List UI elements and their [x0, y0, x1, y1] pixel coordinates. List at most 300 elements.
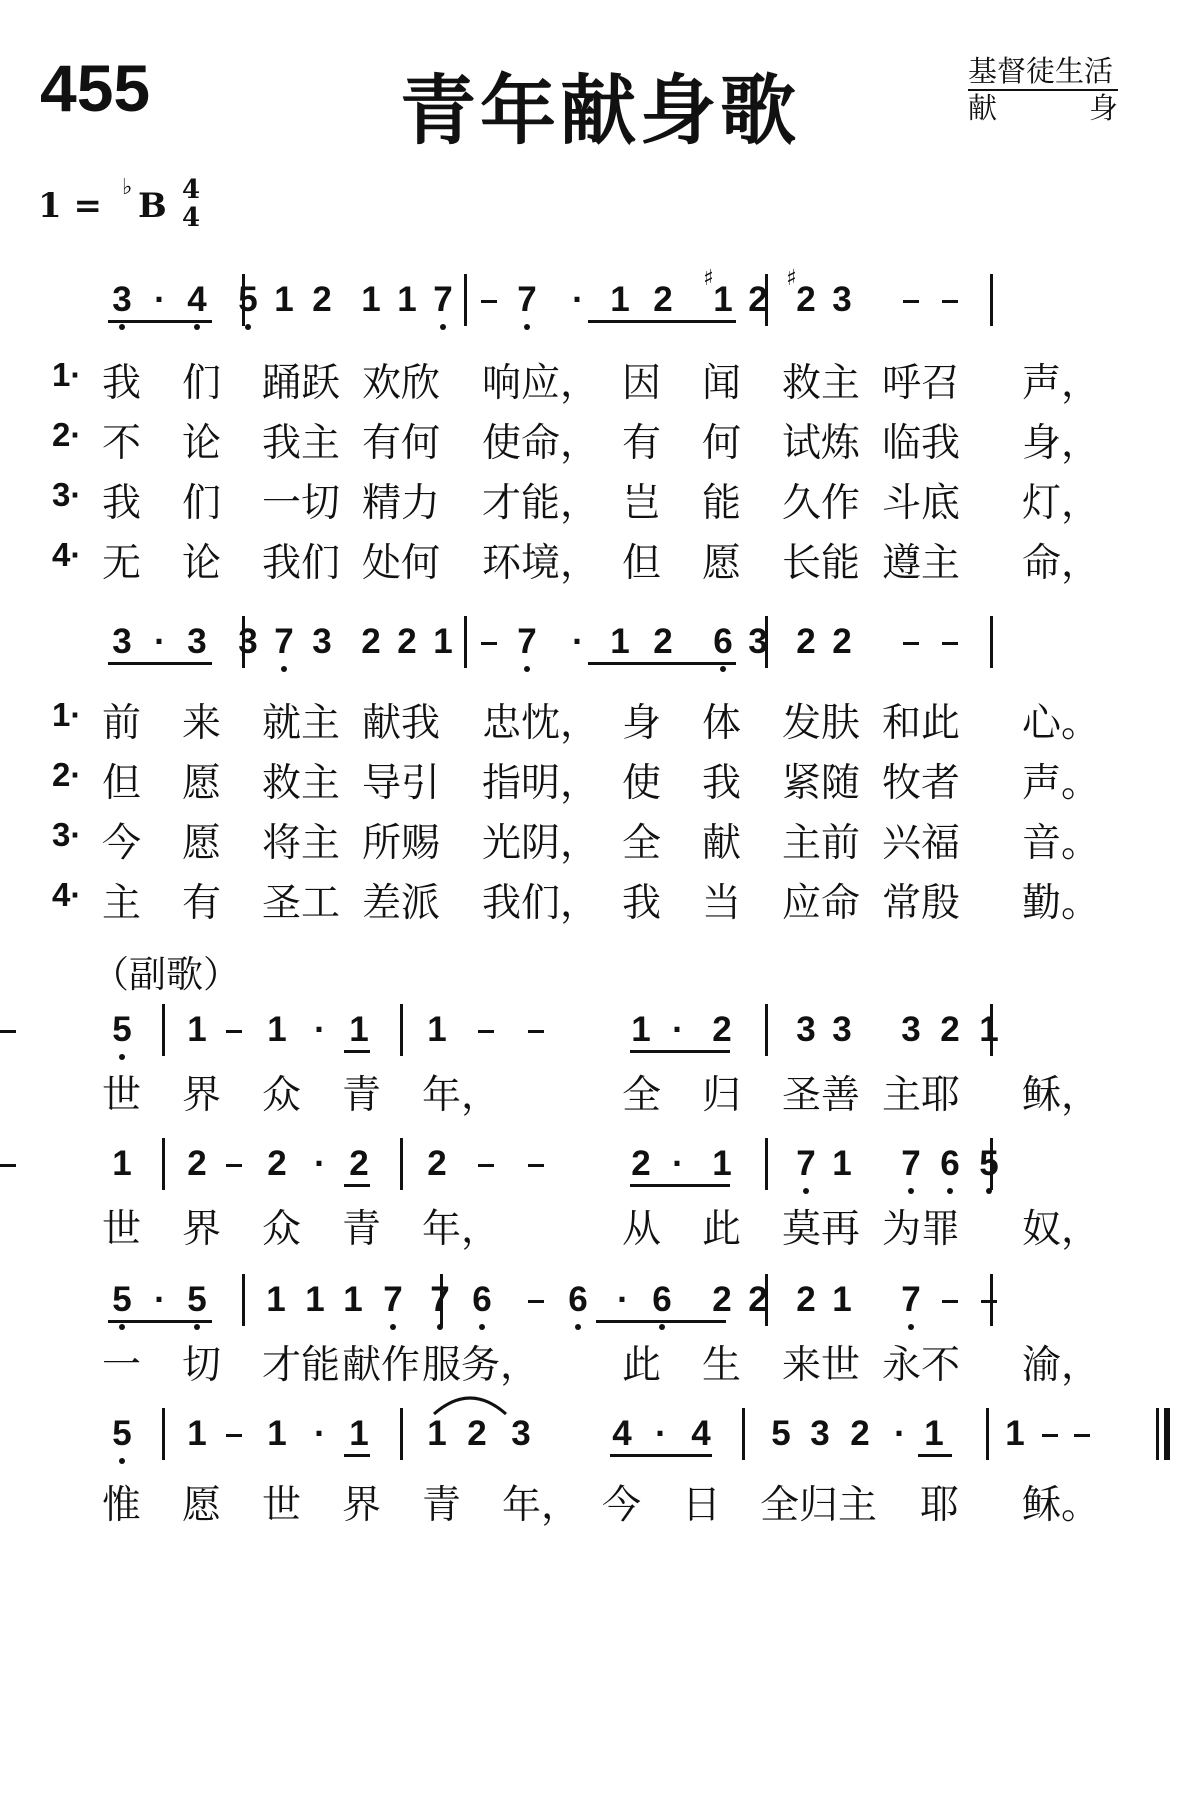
bar-line [242, 1274, 245, 1326]
lyric-syllable: 有 [622, 421, 662, 466]
lyric-syllable: 声。 [1022, 761, 1101, 806]
note: 1 [267, 1414, 287, 1453]
extension-dash [226, 1030, 242, 1033]
extension-dash [942, 642, 958, 645]
lyric-syllable: 来 [182, 701, 222, 746]
lyric-syllable: 处何 [362, 541, 441, 586]
note: 2 [397, 622, 417, 661]
lyric-syllable: 耶 [920, 1483, 960, 1528]
note: 1 [832, 1144, 852, 1183]
lyric-syllable: 呼召 [882, 361, 961, 406]
note: 6 [652, 1280, 672, 1319]
extension-dash [903, 642, 919, 645]
note: 7 [433, 280, 453, 319]
lyric-syllable: 前 [102, 701, 142, 746]
lyric-syllable: 我 [102, 361, 142, 406]
beam-underline [630, 1050, 730, 1053]
note: 1 [610, 622, 630, 661]
lyric-syllable: 莫再 [782, 1207, 861, 1252]
beam-underline [918, 1454, 952, 1457]
note: 2 [361, 622, 381, 661]
bar-line [990, 274, 993, 326]
lyric-syllable: 因 [622, 361, 662, 406]
lyric-syllable: 全 [622, 821, 662, 866]
lyric-syllable: 年， [422, 1207, 501, 1252]
note: 3 [238, 622, 258, 661]
time-top: 4 [182, 175, 201, 205]
verse-number: 3· [52, 816, 82, 853]
low-octave-dot [908, 1324, 914, 1330]
note: 1 [713, 280, 733, 319]
extension-dash [478, 1030, 494, 1033]
verse-number: 2· [52, 416, 82, 453]
low-octave-dot [479, 1324, 485, 1330]
note: 2 [796, 622, 816, 661]
lyric-syllable: 差派 [362, 881, 441, 926]
low-octave-dot [908, 1188, 914, 1194]
beam-underline [344, 1454, 370, 1457]
lyric-syllable: 众 [262, 1207, 302, 1252]
category [968, 54, 1118, 125]
note: 2 [832, 622, 852, 661]
note: 2 [712, 1010, 732, 1049]
note: 1 [266, 1280, 286, 1319]
bar-line [400, 1408, 403, 1460]
lyric-syllable: 有何 [362, 421, 441, 466]
low-octave-dot [986, 1188, 992, 1194]
lyric-syllable: 但 [102, 761, 142, 806]
note: 2 [653, 622, 673, 661]
note: 2 [312, 280, 332, 319]
lyric-syllable: 岂 [622, 481, 662, 526]
low-octave-dot [194, 324, 200, 330]
lyric-syllable: 体 [702, 701, 742, 746]
augmentation-dot: · [314, 1414, 326, 1453]
extension-dash [226, 1164, 242, 1167]
lyric-syllable: 界 [342, 1483, 382, 1528]
note: 2 [796, 280, 816, 319]
note: 5 [771, 1414, 791, 1453]
lyric-syllable: 主前 [782, 821, 861, 866]
lyric-syllable: 稣， [1022, 1073, 1101, 1118]
extension-dash [481, 300, 497, 303]
extension-dash [478, 1164, 494, 1167]
verse-number: 2· [52, 756, 82, 793]
note: 1 [427, 1414, 447, 1453]
lyric-syllable: 献 [702, 821, 742, 866]
bar-line [990, 616, 993, 668]
low-octave-dot [524, 324, 530, 330]
lyric-syllable: 献我 [362, 701, 441, 746]
lyric-syllable: 圣善 [782, 1073, 861, 1118]
note: 1 [1005, 1414, 1025, 1453]
note: 2 [427, 1144, 447, 1183]
note: 1 [349, 1010, 369, 1049]
augmentation-dot: · [154, 1280, 166, 1319]
note: 1 [274, 280, 294, 319]
slur [430, 1388, 510, 1418]
beam-underline [108, 662, 212, 665]
lyric-syllable: 世 [102, 1073, 142, 1118]
lyric-syllable: 无 [102, 541, 142, 586]
low-octave-dot [440, 324, 446, 330]
low-octave-dot [119, 1054, 125, 1060]
lyric-syllable: 忠忱， [482, 701, 600, 746]
beam-underline [596, 1320, 726, 1323]
extension-dash [942, 1300, 958, 1303]
low-octave-dot [119, 324, 125, 330]
lyric-syllable: 导引 [362, 761, 441, 806]
lyric-syllable: 身 [622, 701, 662, 746]
lyric-syllable: 我们， [482, 881, 600, 926]
lyric-syllable: 使命， [482, 421, 600, 466]
low-octave-dot [947, 1188, 953, 1194]
note: 7 [901, 1144, 921, 1183]
lyric-syllable: 响应， [482, 361, 600, 406]
bar-line [765, 1138, 768, 1190]
low-octave-dot [119, 1324, 125, 1330]
lyric-syllable: 年， [502, 1483, 581, 1528]
flat-sign: ♭ [122, 174, 133, 200]
note: 6 [940, 1144, 960, 1183]
final-bar-thick [1164, 1408, 1170, 1460]
low-octave-dot [119, 1458, 125, 1464]
verse-number: 1· [52, 696, 82, 733]
bar-line [986, 1408, 989, 1460]
extension-dash [1042, 1434, 1058, 1437]
note: 7 [383, 1280, 403, 1319]
note: 4 [612, 1414, 632, 1453]
lyric-syllable: 闻 [702, 361, 742, 406]
beam-underline [108, 1320, 212, 1323]
lyric-syllable: 日 [682, 1483, 722, 1528]
lyric-syllable: 声， [1022, 361, 1101, 406]
note: 6 [713, 622, 733, 661]
category-sub [968, 91, 1118, 125]
low-octave-dot [575, 1324, 581, 1330]
lyric-syllable: 我 [622, 881, 662, 926]
note: 1 [924, 1414, 944, 1453]
note: 1 [610, 280, 630, 319]
lyric-syllable: 青 [342, 1207, 382, 1252]
lyric-syllable: 我 [102, 481, 142, 526]
lyric-syllable: 兴福 [882, 821, 961, 866]
lyric-syllable: 全 [622, 1073, 662, 1118]
beam-underline [610, 1454, 712, 1457]
low-octave-dot [390, 1324, 396, 1330]
key-prefix: 1 = [38, 186, 102, 226]
lyric-syllable: 有 [182, 881, 222, 926]
lyric-syllable: 奴， [1022, 1207, 1101, 1252]
note: 1 [349, 1414, 369, 1453]
augmentation-dot: · [894, 1414, 906, 1453]
lyric-syllable: 紧随 [782, 761, 861, 806]
note: 3 [810, 1414, 830, 1453]
note: 3 [748, 622, 768, 661]
note: 3 [832, 280, 852, 319]
lyric-syllable: 今 [102, 821, 142, 866]
note: 6 [568, 1280, 588, 1319]
bar-line [464, 616, 467, 668]
bar-line [162, 1004, 165, 1056]
extension-dash [1074, 1434, 1090, 1437]
note: 1 [305, 1280, 325, 1319]
lyric-syllable: 界 [182, 1207, 222, 1252]
category-sub-1: 献 [968, 91, 998, 125]
lyric-syllable: 和此 [882, 701, 961, 746]
key-note: B [138, 186, 167, 226]
lyric-syllable: 指明， [482, 761, 600, 806]
note: 2 [940, 1010, 960, 1049]
note: 3 [112, 280, 132, 319]
lyric-syllable: 命， [1022, 541, 1101, 586]
note: 3 [901, 1010, 921, 1049]
augmentation-dot: · [572, 622, 584, 661]
lyric-syllable: 圣工 [262, 881, 341, 926]
lyric-syllable: 今 [602, 1483, 642, 1528]
note: 2 [850, 1414, 870, 1453]
note: 2 [631, 1144, 651, 1183]
note: 1 [712, 1144, 732, 1183]
note: 3 [832, 1010, 852, 1049]
note: 5 [112, 1414, 132, 1453]
lyric-syllable: 使 [622, 761, 662, 806]
lyric-syllable: 惟 [102, 1483, 142, 1528]
note: 7 [901, 1280, 921, 1319]
note: 6 [472, 1280, 492, 1319]
extension-dash [903, 300, 919, 303]
note: 3 [312, 622, 332, 661]
lyric-syllable: 此 [702, 1207, 742, 1252]
note: 2 [653, 280, 673, 319]
lyric-syllable: 踊跃 [262, 361, 341, 406]
lyric-syllable: 所赐 [362, 821, 441, 866]
note: 7 [274, 622, 294, 661]
lyric-syllable: 临我 [882, 421, 961, 466]
augmentation-dot: · [572, 280, 584, 319]
lyric-syllable: 但 [622, 541, 662, 586]
note: 5 [187, 1280, 207, 1319]
beam-underline [588, 662, 736, 665]
lyric-syllable: 切 [182, 1343, 222, 1388]
note: 1 [433, 622, 453, 661]
lyric-syllable: 久作 [782, 481, 861, 526]
note: 7 [517, 622, 537, 661]
note: 2 [748, 280, 768, 319]
lyric-syllable: 能 [702, 481, 742, 526]
lyric-syllable: 长能 [782, 541, 861, 586]
low-octave-dot [194, 1324, 200, 1330]
low-octave-dot [437, 1324, 443, 1330]
lyric-syllable: 论 [182, 421, 222, 466]
lyric-syllable: 此 [622, 1343, 662, 1388]
lyric-syllable: 全归主 [760, 1483, 878, 1528]
time-signature [182, 176, 200, 232]
low-octave-dot [803, 1188, 809, 1194]
augmentation-dot: · [154, 280, 166, 319]
beam-underline [630, 1184, 730, 1187]
low-octave-dot [281, 666, 287, 672]
extension-dash [528, 1300, 544, 1303]
lyric-syllable: 献作 [342, 1343, 421, 1388]
note: 3 [796, 1010, 816, 1049]
lyric-syllable: 永不 [882, 1343, 961, 1388]
bar-line [464, 274, 467, 326]
note: 7 [430, 1280, 450, 1319]
lyric-syllable: 世 [262, 1483, 302, 1528]
beam-underline [344, 1050, 370, 1053]
lyric-syllable: 欢欣 [362, 361, 441, 406]
lyric-syllable: 发肤 [782, 701, 861, 746]
lyric-syllable: 服务， [422, 1343, 540, 1388]
extension-dash [226, 1434, 242, 1437]
note: 5 [979, 1144, 999, 1183]
lyric-syllable: 愿 [182, 761, 222, 806]
category-main: 基督徒生活 [968, 54, 1118, 91]
bar-line [400, 1138, 403, 1190]
lyric-syllable: 才能 [262, 1343, 341, 1388]
lyric-syllable: 一 [102, 1343, 142, 1388]
lyric-syllable: 世 [102, 1207, 142, 1252]
lyric-syllable: 救主 [262, 761, 341, 806]
lyric-syllable: 主 [102, 881, 142, 926]
time-bottom: 4 [182, 203, 201, 233]
extension-dash [942, 300, 958, 303]
note: 2 [187, 1144, 207, 1183]
note: 3 [187, 622, 207, 661]
chorus-label: （副歌） [92, 953, 240, 996]
lyric-syllable: 从 [622, 1207, 662, 1252]
lyric-syllable: 就主 [262, 701, 341, 746]
low-octave-dot [524, 666, 530, 672]
augmentation-dot: · [617, 1280, 629, 1319]
lyric-syllable: 遵主 [882, 541, 961, 586]
lyric-syllable: 灯， [1022, 481, 1101, 526]
sharp-sign: ♯ [786, 266, 797, 291]
low-octave-dot [659, 1324, 665, 1330]
bar-line [162, 1408, 165, 1460]
lyric-syllable: 青 [342, 1073, 382, 1118]
note: 5 [238, 280, 258, 319]
beam-underline [344, 1184, 370, 1187]
lyric-syllable: 应命 [782, 881, 861, 926]
lyric-syllable: 何 [702, 421, 742, 466]
note: 7 [517, 280, 537, 319]
note: 2 [748, 1280, 768, 1319]
note: 1 [631, 1010, 651, 1049]
lyric-syllable: 愿 [182, 821, 222, 866]
verse-number: 4· [52, 876, 82, 913]
lyric-syllable: 斗底 [882, 481, 961, 526]
category-sub-2: 身 [1088, 91, 1118, 125]
extension-dash [528, 1164, 544, 1167]
augmentation-dot: · [314, 1144, 326, 1183]
low-octave-dot [720, 666, 726, 672]
sharp-sign: ♯ [703, 266, 714, 291]
lyric-syllable: 归 [702, 1073, 742, 1118]
lyric-syllable: 众 [262, 1073, 302, 1118]
note: 5 [112, 1010, 132, 1049]
augmentation-dot: · [154, 622, 166, 661]
lyric-syllable: 稣。 [1022, 1483, 1101, 1528]
lyric-syllable: 我 [702, 761, 742, 806]
lyric-syllable: 生 [702, 1343, 742, 1388]
lyric-syllable: 界 [182, 1073, 222, 1118]
note: 1 [979, 1010, 999, 1049]
note: 1 [361, 280, 381, 319]
note: 4 [691, 1414, 711, 1453]
lyric-syllable: 当 [702, 881, 742, 926]
lyric-syllable: 年， [422, 1073, 501, 1118]
note: 2 [796, 1280, 816, 1319]
lyric-syllable: 们 [182, 481, 222, 526]
lyric-syllable: 们 [182, 361, 222, 406]
lyric-syllable: 救主 [782, 361, 861, 406]
verse-number: 3· [52, 476, 82, 513]
note: 2 [712, 1280, 732, 1319]
lyric-syllable: 勤。 [1022, 881, 1101, 926]
note: 4 [187, 280, 207, 319]
lyric-syllable: 一切 [262, 481, 341, 526]
lyric-syllable: 为罪 [882, 1207, 961, 1252]
note: 7 [796, 1144, 816, 1183]
final-bar-thin [1156, 1408, 1159, 1460]
augmentation-dot: · [655, 1414, 667, 1453]
lyric-syllable: 主耶 [882, 1073, 961, 1118]
note: 1 [267, 1010, 287, 1049]
extension-dash [481, 642, 497, 645]
beam-underline [588, 320, 736, 323]
verse-number: 4· [52, 536, 82, 573]
verse-number: 1· [52, 356, 82, 393]
lyric-syllable: 将主 [262, 821, 341, 866]
lyric-syllable: 青 [422, 1483, 462, 1528]
note: 1 [112, 1144, 132, 1183]
lyric-syllable: 光阴， [482, 821, 600, 866]
lyric-syllable: 试炼 [782, 421, 861, 466]
beam-underline [108, 320, 212, 323]
extension-dash [528, 1030, 544, 1033]
bar-line [742, 1408, 745, 1460]
page-title: 青年献身歌 [400, 66, 800, 155]
key-signature [38, 174, 167, 226]
extension-dash [981, 1300, 997, 1303]
low-octave-dot [245, 324, 251, 330]
lyric-syllable: 愿 [182, 1483, 222, 1528]
extension-dash [0, 1164, 16, 1167]
lyric-syllable: 精力 [362, 481, 441, 526]
note: 3 [112, 622, 132, 661]
hymn-number: 455 [40, 51, 151, 125]
note: 1 [397, 280, 417, 319]
note: 2 [467, 1414, 487, 1453]
lyric-syllable: 身， [1022, 421, 1101, 466]
lyric-syllable: 论 [182, 541, 222, 586]
lyric-syllable: 常殷 [882, 881, 961, 926]
lyric-syllable: 不 [102, 421, 142, 466]
bar-line [162, 1138, 165, 1190]
note: 1 [832, 1280, 852, 1319]
lyric-syllable: 音。 [1022, 821, 1101, 866]
note: 2 [267, 1144, 287, 1183]
note: 2 [349, 1144, 369, 1183]
note: 1 [187, 1414, 207, 1453]
note: 1 [187, 1010, 207, 1049]
bar-line [765, 1004, 768, 1056]
augmentation-dot: · [672, 1144, 684, 1183]
lyric-syllable: 愿 [702, 541, 742, 586]
note: 3 [511, 1414, 531, 1453]
